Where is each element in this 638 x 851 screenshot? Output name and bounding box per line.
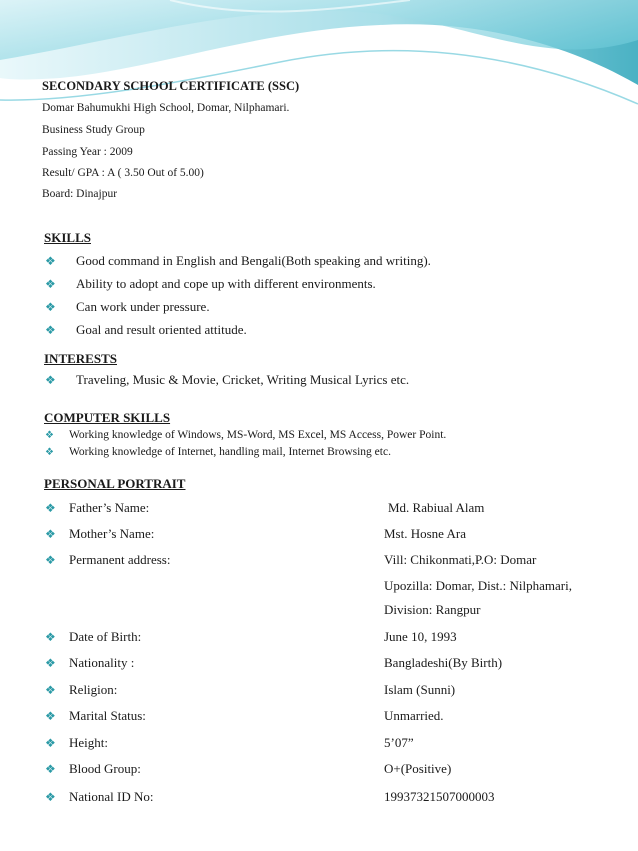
portrait-label: Religion: [69,682,118,697]
portrait-value: Unmarried. [384,708,444,723]
portrait-value: Islam (Sunni) [384,682,456,697]
portrait-value: Upozilla: Domar, Dist.: Nilphamari, [384,578,572,593]
computer-skills-heading: COMPUTER SKILLS [44,410,171,425]
diamond-bullet-icon: ❖ [45,790,56,804]
portrait-label: Nationality : [69,655,135,670]
diamond-bullet-icon: ❖ [45,553,56,567]
skill-item: Can work under pressure. [76,299,210,314]
ssc-title: SECONDARY SCHOOL CERTIFICATE (SSC) [42,79,300,93]
portrait-label: Father’s Name: [69,500,150,515]
portrait-value: Mst. Hosne Ara [384,526,466,541]
diamond-bullet-icon: ❖ [45,323,56,337]
interests-heading: INTERESTS [44,351,117,366]
portrait-label: National ID No: [69,789,154,804]
portrait-value: June 10, 1993 [384,629,457,644]
skill-item: Good command in English and Bengali(Both speaking and writing). [76,253,431,268]
portrait-value: O+(Positive) [384,761,452,776]
diamond-bullet-icon: ❖ [45,527,56,541]
skill-item: Ability to adopt and cope up with different environments. [76,276,376,291]
diamond-bullet-icon: ❖ [45,683,56,697]
diamond-bullet-icon: ❖ [45,736,56,750]
portrait-value: Md. Rabiual Alam [388,500,485,515]
portrait-label: Blood Group: [69,761,141,776]
diamond-bullet-icon: ❖ [45,373,56,387]
portrait-label: Date of Birth: [69,629,142,644]
interest-item: Traveling, Music & Movie, Cricket, Writing Musical Lyrics etc. [76,372,410,387]
ssc-passing-year: Passing Year : 2009 [42,146,133,158]
portrait-value: Vill: Chikonmati,P.O: Domar [384,552,537,567]
diamond-bullet-icon: ❖ [45,656,56,670]
computer-skill-item: Working knowledge of Windows, MS-Word, MS Excel, MS Access, Power Point. [69,429,447,441]
diamond-bullet-icon: ❖ [45,254,56,268]
portrait-value: Division: Rangpur [384,602,481,617]
ssc-board: Board: Dinajpur [42,188,118,200]
diamond-bullet-icon: ❖ [45,277,56,291]
ssc-school: Domar Bahumukhi High School, Domar, Nilphamari. [42,102,290,114]
portrait-heading: PERSONAL PORTRAIT [44,476,186,491]
diamond-bullet-icon: ❖ [45,300,56,314]
ssc-group: Business Study Group [42,124,145,136]
portrait-label: Mother’s Name: [69,526,155,541]
portrait-label: Permanent address: [69,552,171,567]
skills-heading: SKILLS [44,230,91,245]
diamond-bullet-icon: ❖ [45,709,56,723]
diamond-bullet-icon: ❖ [45,762,56,776]
diamond-bullet-icon: ❖ [45,630,56,644]
diamond-bullet-icon: ❖ [45,447,54,458]
portrait-value: Bangladeshi(By Birth) [384,655,503,670]
computer-skill-item: Working knowledge of Internet, handling mail, Internet Browsing etc. [69,446,391,458]
portrait-label: Marital Status: [69,708,146,723]
skill-item: Goal and result oriented attitude. [76,322,247,337]
ssc-result: Result/ GPA : A ( 3.50 Out of 5.00) [42,167,204,179]
diamond-bullet-icon: ❖ [45,430,54,441]
portrait-value: 5’07” [384,735,414,750]
portrait-value: 19937321507000003 [384,789,495,804]
portrait-label: Height: [69,735,108,750]
diamond-bullet-icon: ❖ [45,501,56,515]
